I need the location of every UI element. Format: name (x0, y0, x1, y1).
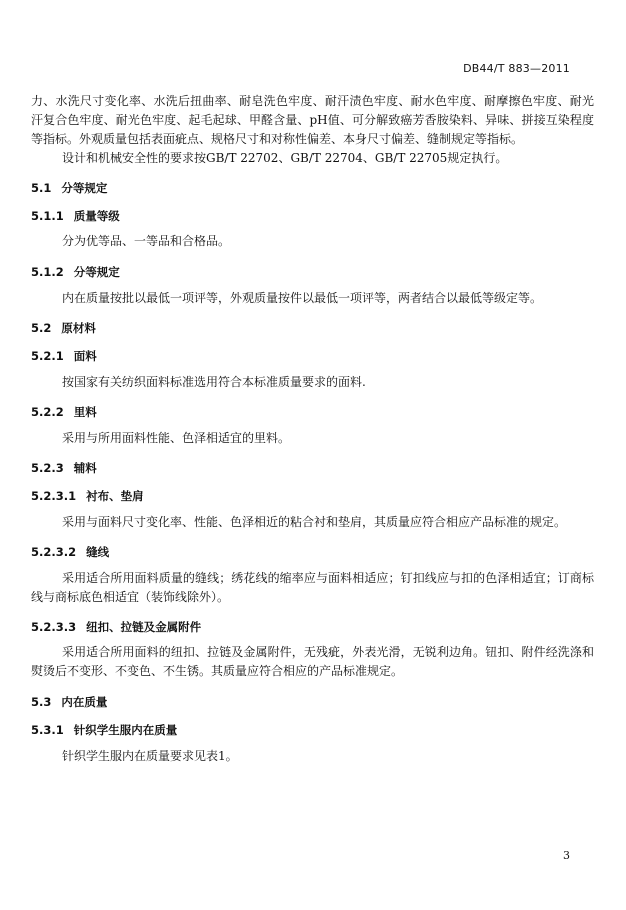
heading-5-1-2 (31, 264, 120, 280)
heading-title: 衬布、垫肩 (86, 489, 144, 503)
intro-continuation: 力、水洗尺寸变化率、水洗后扭曲率、耐皂洗色牢度、耐汗渍色牢度、耐水色牢度、耐摩擦色牢度、耐光汗复合色牢度、耐光色牢度、起毛起球、甲醛含量、pH值、可分解致癌芳香胺染料、异味、拼接互染程度等指标。外观质量包括表面疵点、规格尺寸和对称性偏差、本身尺寸偏差、缝制规定等指标。 (31, 94, 594, 146)
heading-5-2-3-1 (31, 488, 144, 504)
safety-paragraph: 设计和机械安全性的要求按GB/T 22702、GB/T 22704、GB/T 22705规定执行。 (62, 151, 508, 165)
heading-number: 5.3 (31, 695, 52, 709)
heading-number: 5.2.3.2 (31, 545, 77, 559)
heading-number: 5.1 (31, 181, 52, 195)
heading-title: 分等规定 (61, 181, 108, 195)
heading-number: 5.3.1 (31, 723, 64, 737)
heading-number: 5.2 (31, 321, 52, 335)
heading-number: 5.2.3.3 (31, 620, 77, 634)
paragraph-5-2-2: 采用与所用面料性能、色泽相适宜的里料。 (62, 431, 291, 445)
heading-5-2-2 (31, 404, 97, 420)
heading-number: 5.2.1 (31, 349, 64, 363)
paragraph-5-2-3-3: 采用适合所用面料的纽扣、拉链及金属附件，无残疵，外表光滑，无锐利边角。钮扣、附件经洗涤和熨烫后不变形、不变色、不生锈。其质量应符合相应的产品标准规定。 (31, 645, 594, 678)
document-code: DB44/T 883—2011 (463, 62, 570, 75)
heading-5-2-3-2 (31, 544, 109, 560)
heading-5-2-3-3 (31, 619, 201, 635)
paragraph-5-1-1: 分为优等品、一等品和合格品。 (62, 234, 231, 248)
heading-number: 5.1.2 (31, 265, 64, 279)
heading-title: 质量等级 (73, 209, 120, 223)
heading-title: 针织学生服内在质量 (73, 723, 178, 737)
heading-5-3 (31, 694, 107, 710)
heading-number: 5.2.3 (31, 461, 64, 475)
heading-number: 5.2.3.1 (31, 489, 77, 503)
paragraph-5-2-3-1: 采用与面料尺寸变化率、性能、色泽相近的粘合衬和垫肩，其质量应符合相应产品标准的规定。 (62, 515, 567, 529)
heading-number: 5.2.2 (31, 405, 64, 419)
heading-title: 缝线 (86, 545, 110, 559)
heading-5-2-3 (31, 460, 97, 476)
paragraph-5-1-2: 内在质量按批以最低一项评等，外观质量按件以最低一项评等，两者结合以最低等级定等。 (62, 291, 543, 305)
heading-5-3-1 (31, 722, 177, 738)
heading-5-1-1 (31, 208, 120, 224)
paragraph-5-3-1: 针织学生服内在质量要求见表1。 (62, 749, 238, 763)
heading-5-1 (31, 180, 107, 196)
heading-title: 纽扣、拉链及金属附件 (86, 620, 202, 634)
paragraph-5-2-1: 按国家有关纺织面料标准选用符合本标准质量要求的面料. (62, 375, 366, 389)
heading-title: 里料 (73, 405, 97, 419)
heading-title: 面料 (73, 349, 97, 363)
heading-title: 内在质量 (61, 695, 108, 709)
heading-title: 原材料 (61, 321, 96, 335)
heading-5-2 (31, 320, 96, 336)
heading-number: 5.1.1 (31, 209, 64, 223)
heading-title: 辅料 (73, 461, 97, 475)
heading-5-2-1 (31, 348, 97, 364)
page-number: 3 (563, 849, 570, 862)
heading-title: 分等规定 (73, 265, 120, 279)
paragraph-5-2-3-2: 采用适合所用面料质量的缝线；绣花线的缩率应与面料相适应；钉扣线应与扣的色泽相适宜；订商标线与商标底色相适宜（装饰线除外）。 (31, 571, 594, 604)
